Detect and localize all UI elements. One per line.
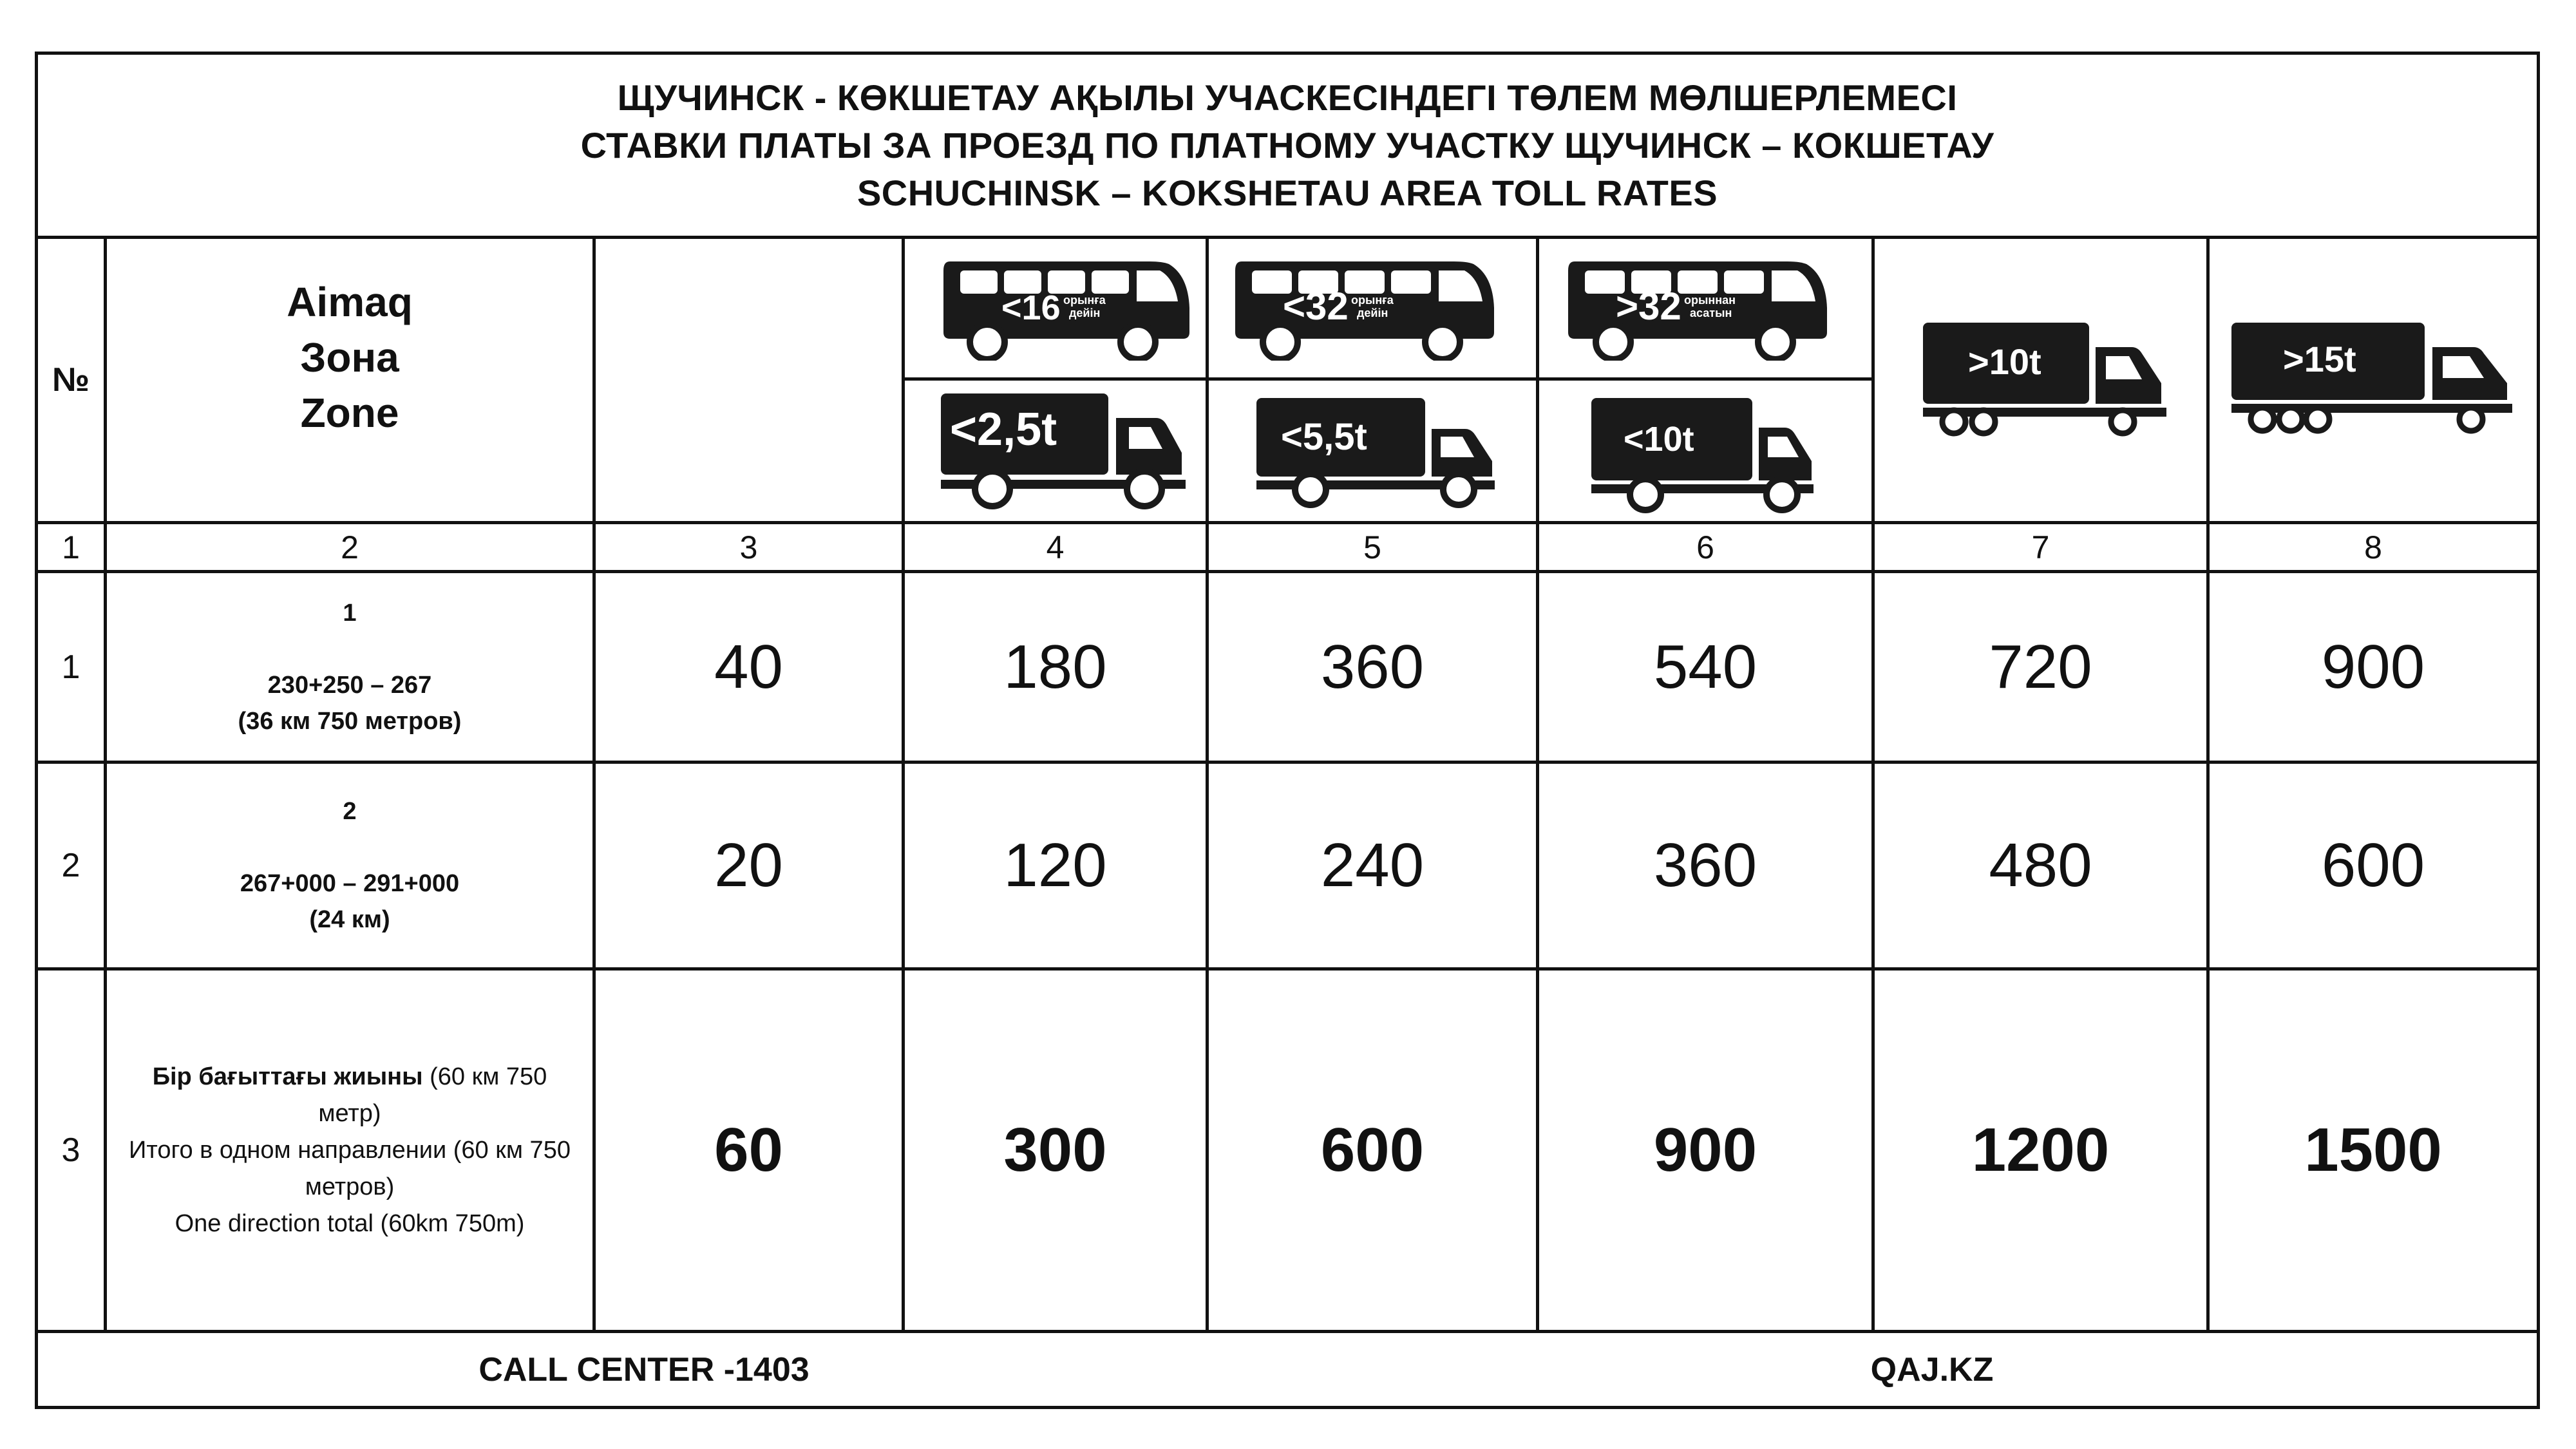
total-label-english: One direction total (60km 750m) xyxy=(175,1209,525,1237)
total-label-kazakh-distance: (60 км 750 xyxy=(422,1063,547,1090)
zone-id: 1 xyxy=(343,599,357,627)
bus-capacity-note: дейін xyxy=(1357,307,1388,319)
bus-capacity-note: асатын xyxy=(1690,307,1732,319)
bus-icon xyxy=(1562,256,1832,361)
zone-range: 267+000 – 291+000 xyxy=(240,870,460,897)
toll-value: 360 xyxy=(1653,831,1757,900)
page-title xyxy=(39,55,2536,236)
row-number: 2 xyxy=(61,847,80,884)
bus-capacity-label: <32 xyxy=(1283,285,1349,328)
total-label-russian-unit: метров) xyxy=(305,1173,395,1200)
bus-capacity-note: орыннан xyxy=(1684,294,1736,307)
bus-icon xyxy=(937,256,1195,361)
zone-header xyxy=(107,239,592,521)
toll-value: 180 xyxy=(1003,632,1107,701)
bus-capacity-note: орынға xyxy=(1063,294,1106,307)
truck-weight-label: >10t xyxy=(1968,341,2041,382)
column-number: 5 xyxy=(1363,529,1381,565)
total-description xyxy=(107,971,592,1330)
column-number: 2 xyxy=(341,529,359,565)
title-kazakh: ЩУЧИНСК - КӨКШЕТАУ АҚЫЛЫ УЧАСКЕСІНДЕГІ ТӨЛЕМ МӨЛШЕРЛЕМЕСІ xyxy=(617,77,1958,118)
column-number: 6 xyxy=(1696,529,1714,565)
toll-value: 20 xyxy=(714,831,783,900)
column-number: 4 xyxy=(1046,529,1065,565)
bus-capacity-label: >32 xyxy=(1616,285,1681,328)
toll-value: 900 xyxy=(2321,632,2425,701)
divider xyxy=(902,377,1873,381)
toll-value: 240 xyxy=(1320,831,1425,900)
toll-value: 720 xyxy=(1989,632,2092,701)
bus-capacity-note: дейін xyxy=(1069,307,1101,319)
bus-icon xyxy=(1229,256,1499,361)
bus-capacity-note: орынға xyxy=(1351,294,1394,307)
toll-value: 120 xyxy=(1003,831,1107,900)
zone-cell xyxy=(107,764,592,967)
column-number: 1 xyxy=(62,529,80,565)
column-number: 8 xyxy=(2364,529,2382,565)
zone-id: 2 xyxy=(343,798,357,825)
zone-length: (24 км) xyxy=(309,906,390,933)
toll-value: 360 xyxy=(1320,632,1425,701)
row-number: 3 xyxy=(61,1132,80,1169)
title-russian: СТАВКИ ПЛАТЫ ЗА ПРОЕЗД ПО ПЛАТНОМУ УЧАСТКУ ЩУЧИНСК – КОКШЕТАУ xyxy=(580,125,1994,166)
truck-icon xyxy=(937,390,1191,512)
column-number: 3 xyxy=(739,529,758,565)
call-center: CALL CENTER -1403 xyxy=(478,1350,810,1388)
total-value: 600 xyxy=(1320,1115,1425,1184)
truck-weight-label: <2,5t xyxy=(950,404,1057,455)
title-english: SCHUCHINSK – KOKSHETAU AREA TOLL RATES xyxy=(857,173,1718,213)
number-header: № xyxy=(52,361,90,399)
total-value: 60 xyxy=(714,1115,783,1184)
zone-label-english: Zone xyxy=(300,390,399,436)
toll-value: 480 xyxy=(1989,831,2092,900)
truck-icon xyxy=(1253,394,1504,510)
truck-weight-label: >15t xyxy=(2283,339,2356,379)
row-number: 1 xyxy=(61,648,80,686)
zone-cell xyxy=(107,573,592,761)
total-value: 1200 xyxy=(1971,1115,2110,1184)
truck-weight-label: <10t xyxy=(1624,420,1694,459)
column-number: 7 xyxy=(2031,529,2050,565)
total-value: 1500 xyxy=(2304,1115,2442,1184)
total-label-russian: Итого в одном направлении (60 км 750 xyxy=(129,1136,571,1164)
total-value: 300 xyxy=(1003,1115,1107,1184)
zone-label-kazakh: Aimaq xyxy=(287,279,413,325)
website: QAJ.KZ xyxy=(1870,1350,1994,1388)
truck-weight-label: <5,5t xyxy=(1281,416,1367,458)
bus-capacity-label: <16 xyxy=(1001,289,1061,327)
heavy-truck-icon xyxy=(1919,319,2170,441)
toll-value: 600 xyxy=(2321,831,2425,900)
heavy-truck-icon xyxy=(2228,319,2517,441)
zone-length: (36 км 750 метров) xyxy=(238,707,462,735)
total-label-kazakh: Бір бағыттағы жиыны xyxy=(152,1063,423,1090)
zone-label-russian: Зона xyxy=(300,334,399,381)
total-value: 900 xyxy=(1653,1115,1757,1184)
toll-value: 40 xyxy=(714,632,783,701)
zone-range: 230+250 – 267 xyxy=(267,671,432,699)
total-label-kazakh-unit: метр) xyxy=(318,1099,381,1127)
toll-value: 540 xyxy=(1653,632,1757,701)
truck-icon xyxy=(1587,394,1823,516)
